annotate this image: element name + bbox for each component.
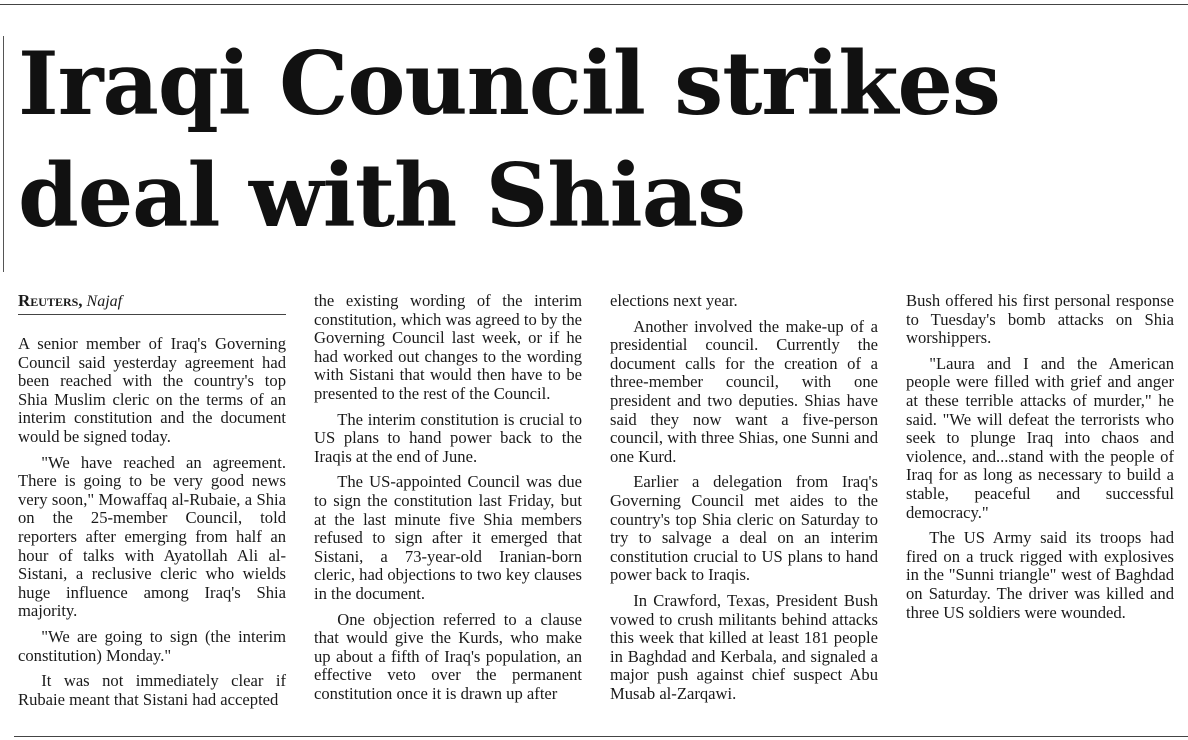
column-3 <box>610 292 878 710</box>
byline-agency: Reuters, <box>18 291 83 310</box>
byline-place: Najaf <box>86 293 123 310</box>
column-4 <box>906 292 1174 629</box>
column-2 <box>314 292 582 710</box>
paragraph: One objection referred to a clause that would give the Kurds, who make up about a fifth of Iraq's population, an effective veto over the permanent constitution once it is drawn up after <box>314 609 582 703</box>
paragraph: The US Army said its troops had fired on a truck rigged with explosives in the "Sunni triangle" west of Baghdad on Saturday. The driver was killed and three US soldiers were wounded. <box>906 528 1174 622</box>
paragraph: It was not immediately clear if Rubaie meant that Sistani had accepted <box>18 671 286 709</box>
paragraph: The US-appointed Council was due to sign the constitution last Friday, but at the last minute five Shia members refused to sign after it emerged that Sistani, a 73-year-old Iranian-born cleric, had objections to two key clauses in the document. <box>314 472 582 603</box>
paragraph: "Laura and I and the American people were filled with grief and anger at these terrible attacks of murder," he said. "We will defeat the terrorists who seek to plunge Iraq into chaos and violence, and...stand with the people of Iraq for as long as necessary to build a stable, peaceful and successful democracy." <box>906 353 1174 522</box>
paragraph-continued: elections next year. <box>610 291 738 310</box>
paragraph: "We have reached an agreement. There is going to be very good news very soon," Mowaffaq al-Rubaie, a Shia on the 25-member Council, told reporters after emerging from half an hour of talks with Ayatollah Ali al-Sistani, a reclusive cleric who wields huge influence among Iraq's Shia majority. <box>18 452 286 621</box>
column-1 <box>18 292 286 716</box>
byline <box>18 292 286 315</box>
headline: Iraqi Council strikes deal with Shias <box>18 32 1000 247</box>
bottom-rule <box>14 736 1188 737</box>
paragraph: "We are going to sign (the interim constitution) Monday." <box>18 626 286 665</box>
paragraph: A senior member of Iraq's Governing Council said yesterday agreement had been reached with the country's top Shia Muslim cleric on the terms of an interim constitution and the document would be signed today. <box>18 334 286 446</box>
paragraph: Earlier a delegation from Iraq's Governing Council met aides to the country's top Shia cleric on Saturday to try to salvage a deal on an interim constitution crucial to US plans to hand power back to Iraqis. <box>610 472 878 585</box>
paragraph-continued: the existing wording of the interim constitution, which was agreed to by the Governing Council last week, or if he had worked out changes to the wording with Sistani that would then have to be presented to the rest of the Council. <box>314 291 582 403</box>
paragraph: Another involved the make-up of a presidential council. Currently the document calls for the creation of a three-member council, with one president and two deputies. Shias have said they now want a five-person council, with three Shias, one Sunni and one Kurd. <box>610 316 878 466</box>
paragraph-continued: Bush offered his first personal response to Tuesday's bomb attacks on Shia worshippers. <box>906 291 1174 348</box>
paragraph: In Crawford, Texas, President Bush vowed to crush militants behind attacks this week that killed at least 181 people in Baghdad and Kerbala, and signaled a major push against chief suspect Abu Musab al-Zarqawi. <box>610 590 878 703</box>
left-rule <box>3 36 4 272</box>
top-rule <box>0 4 1188 5</box>
paragraph: The interim constitution is crucial to US plans to hand power back to the Iraqis at the end of June. <box>314 409 582 466</box>
